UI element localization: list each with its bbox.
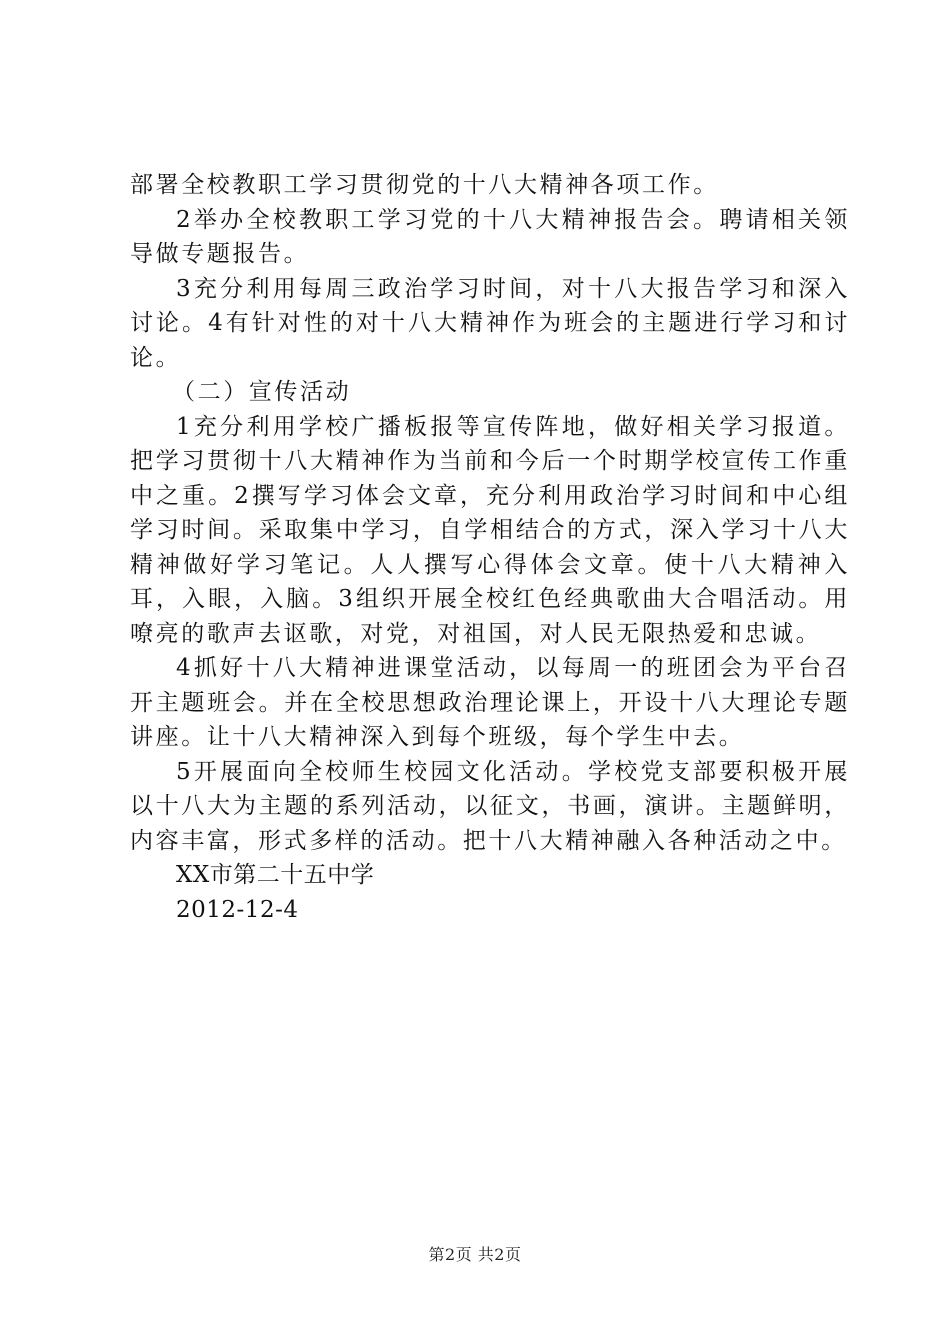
signature-date: 2012-12-4 bbox=[176, 896, 299, 923]
page-footer: 第2页 共2页 bbox=[428, 1245, 522, 1264]
document-body bbox=[130, 168, 850, 927]
signature-school: XX市第二十五中学 bbox=[176, 862, 375, 888]
section-heading-publicity: （二）宣传活动 bbox=[172, 379, 352, 405]
paragraph-publicity-4: 4抓好十八大精神进课堂活动，以每周一的班团会为平台召开主题班会。并在全校思想政治理论课上，开设十八大理论专题讲座。让十八大精神深入到每个班级，每个学生中去。 bbox=[130, 655, 850, 750]
paragraph-continuation: 部署全校教职工学习贯彻党的十八大精神各项工作。 bbox=[130, 172, 719, 198]
paragraph-publicity-1: 1充分利用学校广播板报等宣传阵地，做好相关学习报道。把学习贯彻十八大精神作为当前和今后一个时期学校宣传工作重中之重。2撰写学习体会文章，充分利用政治学习时间和中心组学习时间。采取集中学习，自学相结合的方式，深入学习十八大精神做好学习笔记。人人撰写心得体会文章。使十八大精神入耳，入眼，入脑。3组织开展全校红色经典歌曲大合唱活动。用嘹亮的歌声去讴歌，对党，对祖国，对人民无限热爱和忠诚。 bbox=[130, 413, 850, 647]
paragraph-item-2: 2举办全校教职工学习党的十八大精神报告会。聘请相关领导做专题报告。 bbox=[130, 206, 850, 267]
paragraph-publicity-5: 5开展面向全校师生校园文化活动。学校党支部要积极开展以十八大为主题的系列活动，以征文，书画，演讲。主题鲜明，内容丰富，形式多样的活动。把十八大精神融入各种活动之中。 bbox=[130, 758, 850, 854]
paragraph-item-3: 3充分利用每周三政治学习时间，对十八大报告学习和深入讨论。4有针对性的对十八大精神作为班会的主题进行学习和讨论。 bbox=[130, 275, 850, 371]
